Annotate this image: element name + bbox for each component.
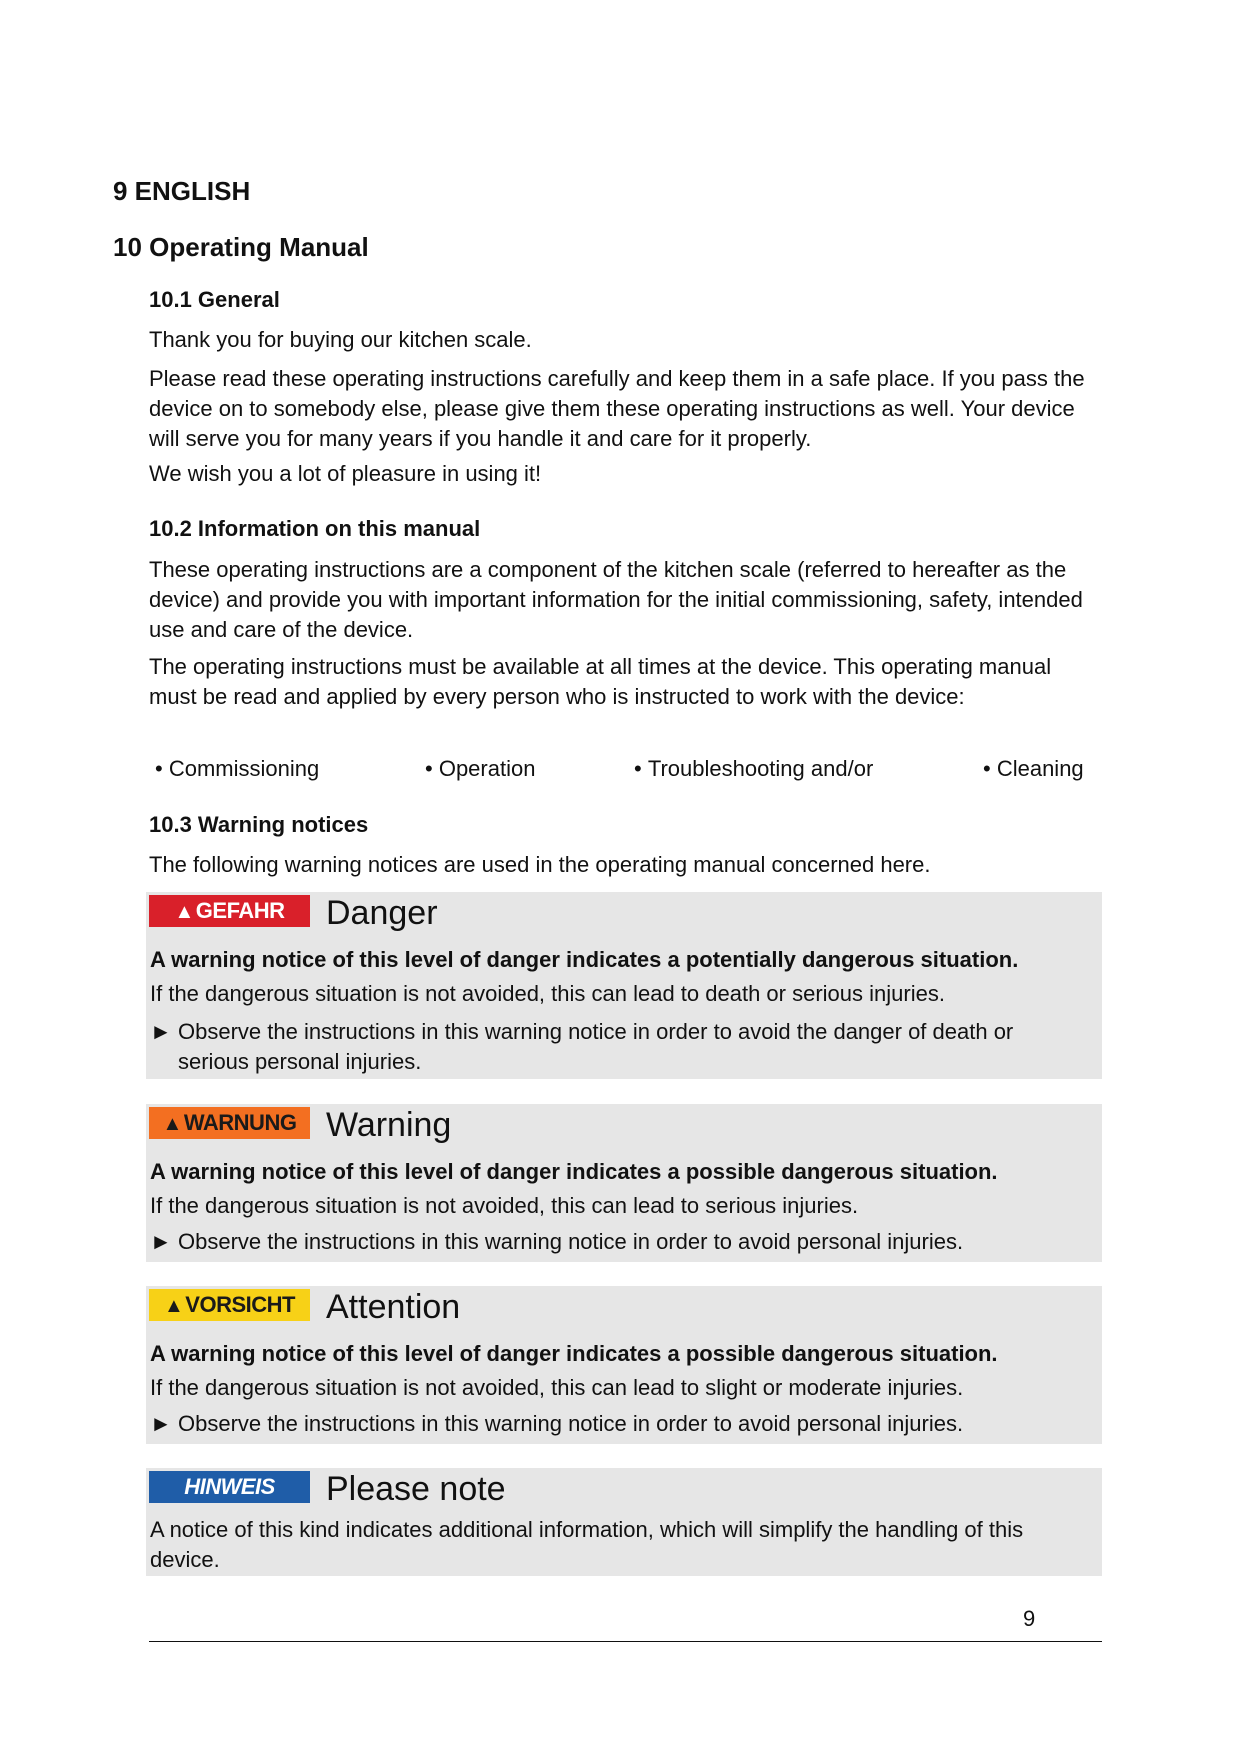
bullet-operation: Operation xyxy=(438,756,536,781)
list-item: • Commissioning xyxy=(155,756,320,781)
chapter-heading-operating-manual: 10 Operating Manual xyxy=(113,232,369,262)
hinweis-label: HINWEIS xyxy=(149,1471,310,1503)
info-paragraph-1: These operating instructions are a component of the kitchen scale (referred to hereafter as the device) and provide you with important information for the initial commissioning, safety, intended use and care of the device. xyxy=(149,557,1083,642)
info-paragraph-2: The operating instructions must be available at all times at the device. This operating manual must be read and applied by every person who is instructed to work with the device: xyxy=(149,654,1052,709)
attention-bold-text: A warning notice of this level of danger indicates a possible dangerous situation. xyxy=(150,1341,998,1366)
list-item: • Operation xyxy=(425,756,536,781)
warning-bold-text: A warning notice of this level of danger indicates a possible dangerous situation. xyxy=(150,1159,998,1184)
warning-triangle-icon: ▲ xyxy=(174,901,194,923)
arrow-right-icon: ► xyxy=(150,1411,172,1436)
gefahr-label: ▲GEFAHR xyxy=(149,895,310,927)
warning-triangle-icon: ▲ xyxy=(164,1295,184,1317)
attention-notice-box xyxy=(146,1286,1102,1444)
footer-divider xyxy=(149,1641,1102,1642)
note-text: A notice of this kind indicates additional information, which will simplify the handling of this device. xyxy=(150,1517,1024,1572)
section-heading-warnings: 10.3 Warning notices xyxy=(149,812,369,837)
bullet-commissioning: Commissioning xyxy=(168,756,320,781)
general-paragraph-1: Thank you for buying our kitchen scale. xyxy=(149,327,532,352)
arrow-right-icon: ► xyxy=(150,1229,172,1254)
vorsicht-label: ▲VORSICHT xyxy=(149,1289,310,1321)
general-paragraph-2: Please read these operating instructions carefully and keep them in a safe place. If you pass the device on to somebody else, please give them these operating instructions as well. Your device will serve you for many years if you handle it and care for it properly. xyxy=(149,366,1085,451)
attention-title: Attention xyxy=(326,1288,461,1326)
warning-title: Warning xyxy=(326,1106,452,1144)
danger-action: ► Observe the instructions in this warning notice in order to avoid the danger of death or serious personal injuries. xyxy=(150,1019,1014,1074)
danger-bold-text: A warning notice of this level of danger indicates a potentially dangerous situation. xyxy=(150,947,1019,972)
warning-notice-box xyxy=(146,1104,1102,1262)
list-item: • Cleaning xyxy=(983,756,1084,781)
bullet-cleaning: Cleaning xyxy=(996,756,1084,781)
arrow-right-icon: ► xyxy=(150,1019,172,1044)
list-item: • Troubleshooting and/or xyxy=(634,756,874,781)
warning-triangle-icon: ▲ xyxy=(162,1113,182,1135)
bullet-troubleshooting: Troubleshooting and/or xyxy=(647,756,874,781)
chapter-heading-english: 9 ENGLISH xyxy=(113,176,251,206)
section-heading-information: 10.2 Information on this manual xyxy=(149,516,481,541)
note-notice-box xyxy=(146,1468,1102,1576)
attention-text: If the dangerous situation is not avoided, this can lead to slight or moderate injuries. xyxy=(150,1375,964,1400)
section-heading-general: 10.1 General xyxy=(149,287,280,312)
warnung-label: ▲WARNUNG xyxy=(149,1107,310,1139)
warning-action: ► Observe the instructions in this warning notice in order to avoid personal injuries. xyxy=(150,1227,1090,1257)
danger-text: If the dangerous situation is not avoided, this can lead to death or serious injuries. xyxy=(150,981,945,1006)
danger-title: Danger xyxy=(326,894,438,932)
warnings-intro: The following warning notices are used in the operating manual concerned here. xyxy=(149,852,931,877)
note-title: Please note xyxy=(326,1470,506,1508)
page-number: 9 xyxy=(1023,1606,1036,1631)
attention-action: ► Observe the instructions in this warning notice in order to avoid personal injuries. xyxy=(150,1409,1090,1439)
danger-notice-box xyxy=(146,892,1102,1079)
warning-text: If the dangerous situation is not avoided, this can lead to serious injuries. xyxy=(150,1193,859,1218)
general-paragraph-3: We wish you a lot of pleasure in using it! xyxy=(149,461,542,486)
